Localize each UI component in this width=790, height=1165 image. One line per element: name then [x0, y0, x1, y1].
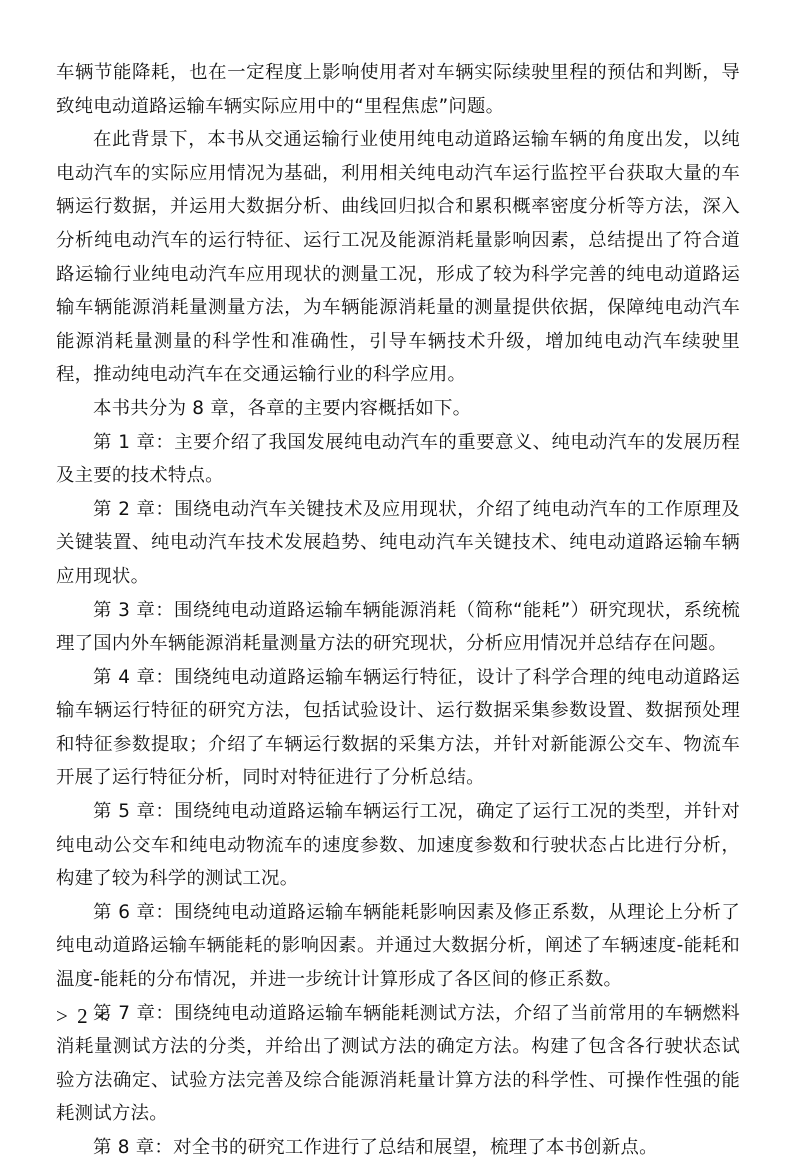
page-number: > 2 <: [56, 1004, 111, 1028]
paragraph-background: 在此背景下，本书从交通运输行业使用纯电动道路运输车辆的角度出发，以纯电动汽车的实际应用情况为基础，利用相关纯电动汽车运行监控平台获取大量的车辆运行数据，并运用大数据分析、曲线回归拟合和累积概率密度分析等方法，深入分析纯电动汽车的运行特征、运行工况及能源消耗量影响因素，总结提出了符合道路运输行业纯电动汽车应用现状的测量工况，形成了较为科学完善的纯电动道路运输车辆能源消耗量测量方法，为车辆能源消耗量的测量提供依据，保障纯电动汽车能源消耗量测量的科学性和准确性，引导车辆技术升级，增加纯电动汽车续驶里程，推动纯电动汽车在交通运输行业的科学应用。: [56, 129, 740, 386]
paragraph-chapter-1: 第 1 章：主要介绍了我国发展纯电动汽车的重要意义、纯电动汽车的发展历程及主要的技术特点。: [56, 431, 740, 487]
page-body: [56, 56, 740, 1165]
paragraph-chapter-8: 第 8 章：对全书的研究工作进行了总结和展望，梳理了本书创新点。: [93, 1137, 658, 1158]
paragraph-chapter-6: 第 6 章：围绕纯电动道路运输车辆能耗影响因素及修正系数，从理论上分析了纯电动道路运输车辆能耗的影响因素。并通过大数据分析，阐述了车辆速度-能耗和温度-能耗的分布情况，并进一步统计计算形成了各区间的修正系数。: [56, 901, 740, 991]
paragraph-intro-continuation: 车辆节能降耗，也在一定程度上影响使用者对车辆实际续驶里程的预估和判断，导致纯电动道路运输车辆实际应用中的“里程焦虑”问题。: [56, 62, 740, 117]
paragraph-chapter-overview: 本书共分为 8 章，各章的主要内容概括如下。: [93, 397, 472, 419]
paragraph-chapter-4: 第 4 章：围绕纯电动道路运输车辆运行特征，设计了科学合理的纯电动道路运输车辆运行特征的研究方法，包括试验设计、运行数据采集参数设置、数据预处理和特征参数提取；介绍了车辆运行数据的采集方法，并针对新能源公交车、物流车开展了运行特征分析，同时对特征进行了分析总结。: [56, 666, 740, 789]
paragraph-chapter-5: 第 5 章：围绕纯电动道路运输车辆运行工况，确定了运行工况的类型，并针对纯电动公交车和纯电动物流车的速度参数、加速度参数和行驶状态占比进行分析，构建了较为科学的测试工况。: [56, 801, 740, 890]
paragraph-chapter-7: 第 7 章：围绕纯电动道路运输车辆能耗测试方法，介绍了当前常用的车辆燃料消耗量测试方法的分类，并给出了测试方法的确定方法。构建了包含各行驶状态试验方法确定、试验方法完善及综合能源消耗量计算方法的科学性、可操作性强的能耗测试方法。: [56, 1002, 740, 1125]
paragraph-chapter-2: 第 2 章：围绕电动汽车关键技术及应用现状，介绍了纯电动汽车的工作原理及关键装置、纯电动汽车技术发展趋势、纯电动汽车关键技术、纯电动道路运输车辆应用现状。: [56, 498, 740, 587]
paragraph-chapter-3: 第 3 章：围绕纯电动道路运输车辆能源消耗（简称“能耗”）研究现状，系统梳理了国内外车辆能源消耗量测量方法的研究现状，分析应用情况并总结存在问题。: [56, 599, 740, 655]
